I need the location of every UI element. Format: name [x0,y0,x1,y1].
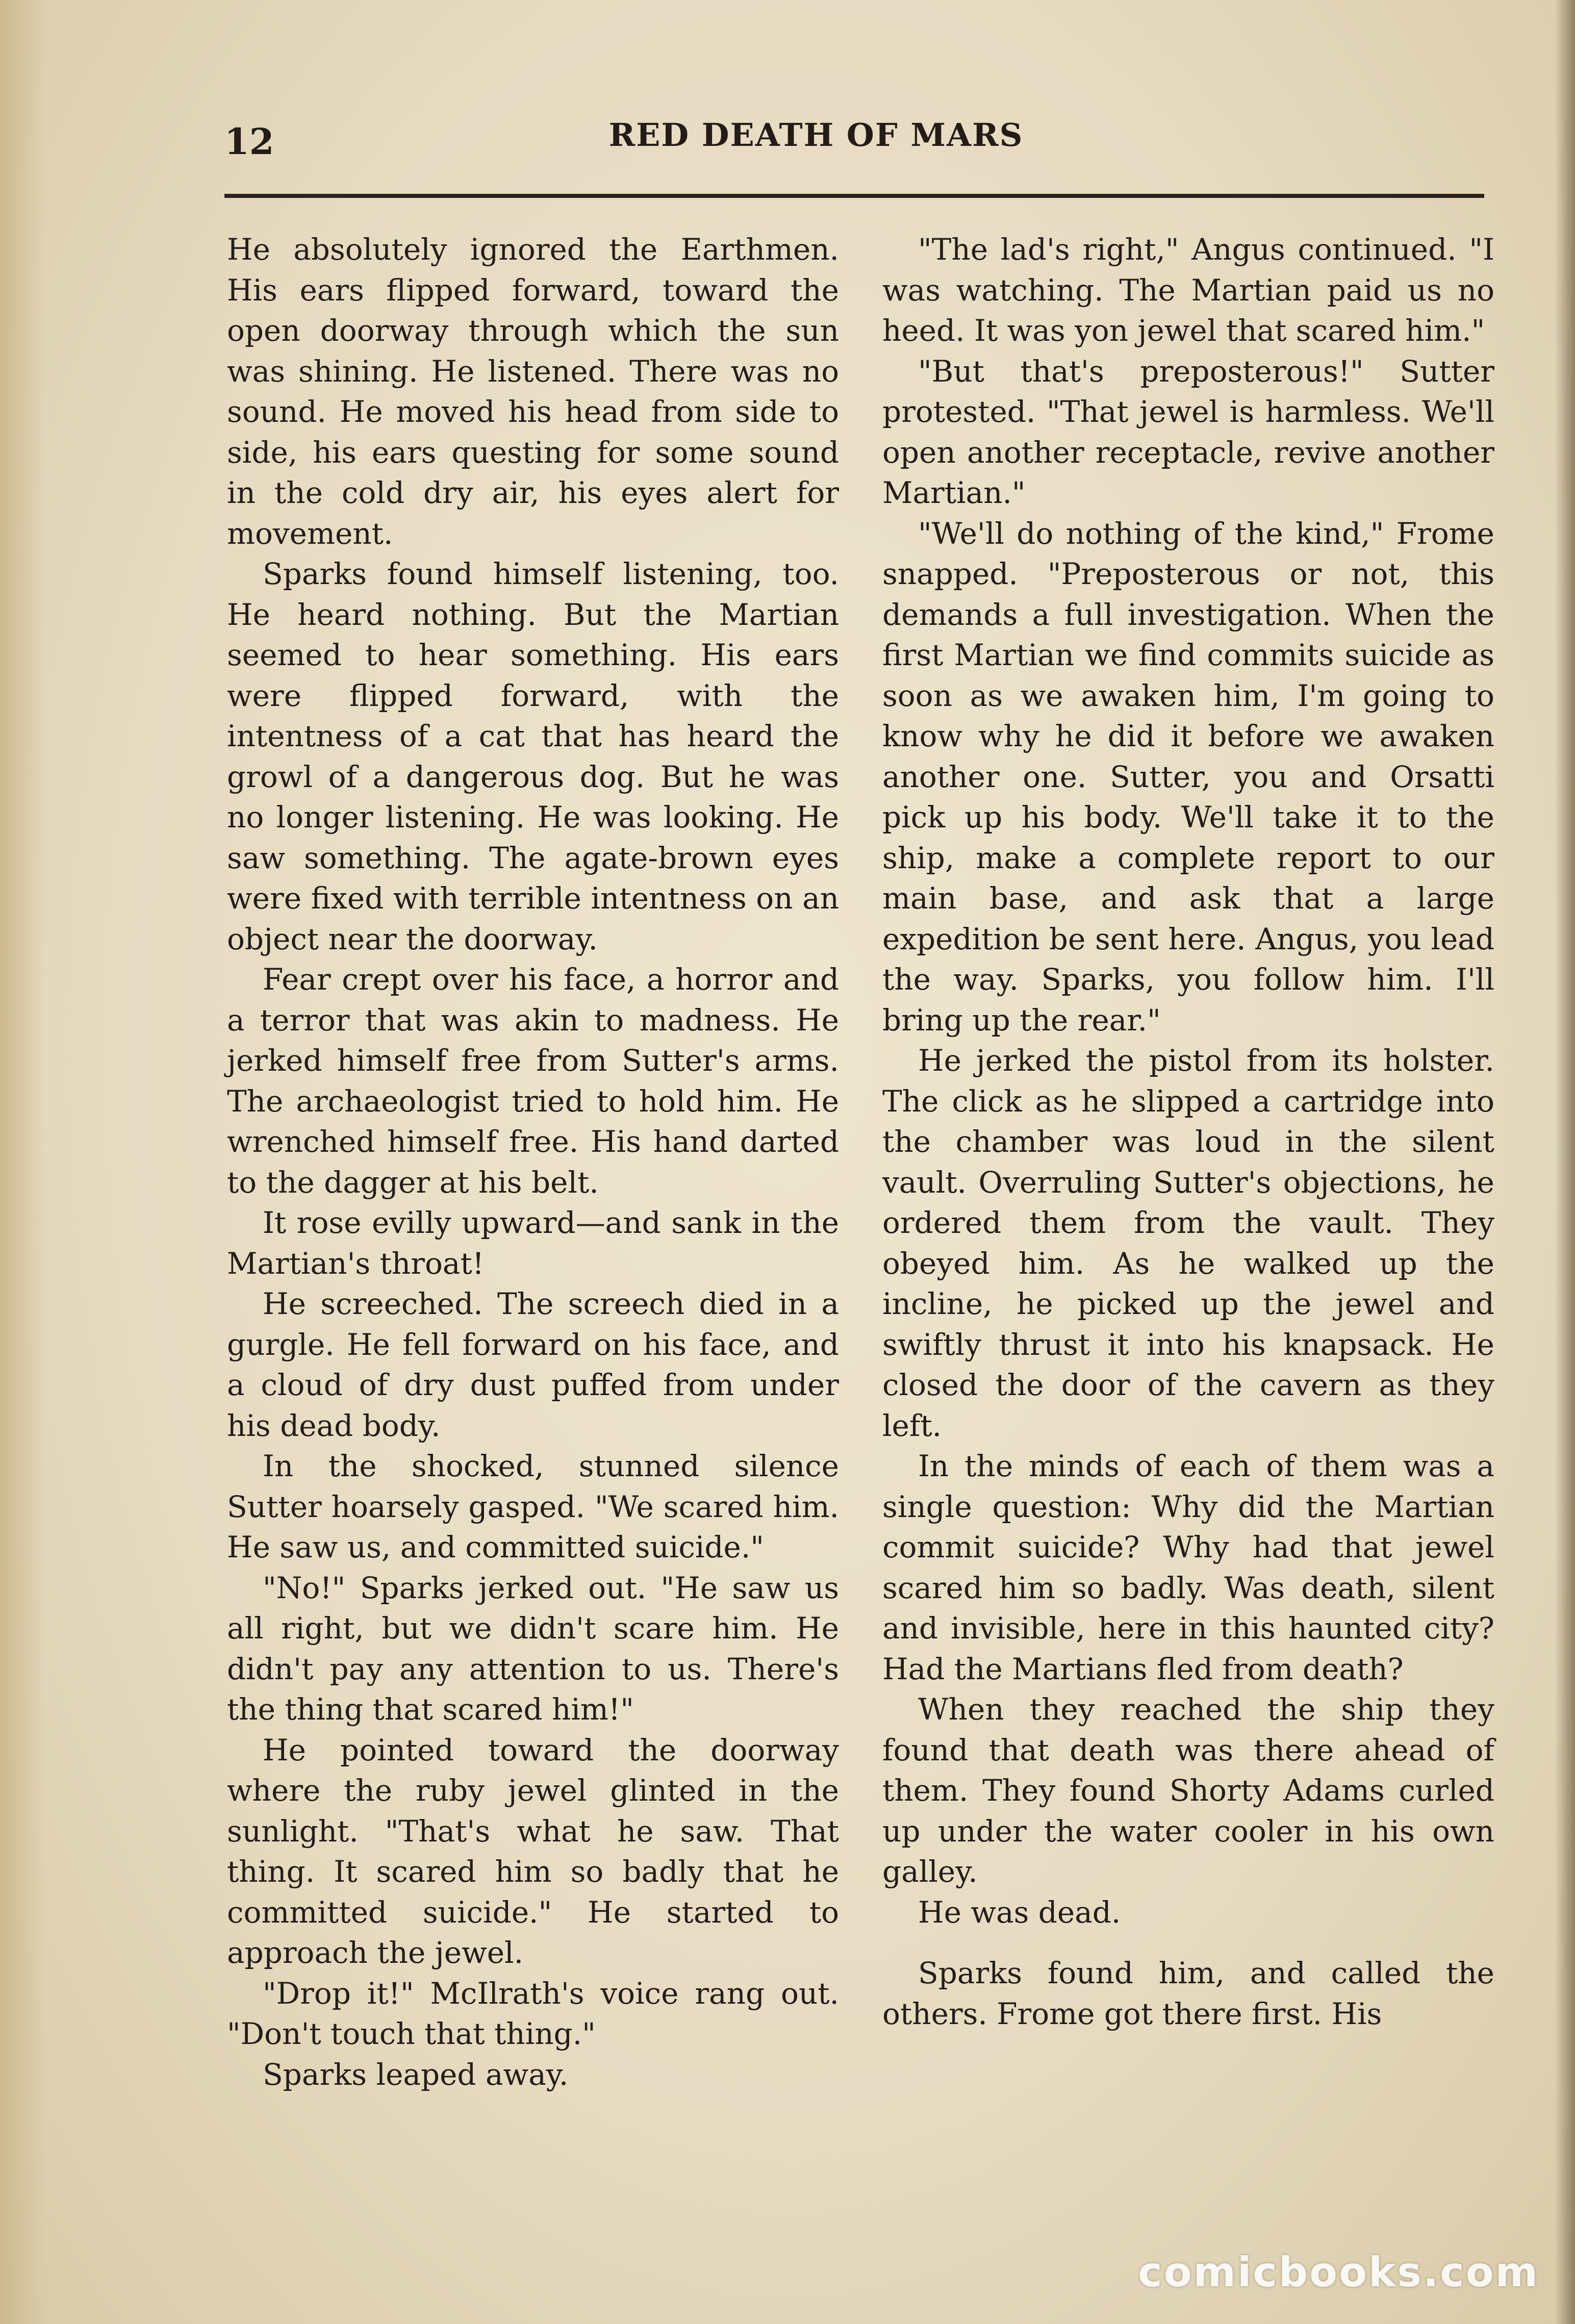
header-rule [224,194,1484,198]
paragraph: It rose evilly upward—and sank in the Martian's throat! [227,1205,839,1281]
paragraph: "Drop it!" McIlrath's voice rang out. "Don't touch that thing." [227,1976,839,2051]
paragraph: In the shocked, stunned silence Sutter hoarsely gasped. "We scared him. He saw us, and committed suicide." [227,1449,839,1564]
paragraph: When they reached the ship they found that death was there ahead of them. They found Shorty Adams curled up under the water cooler in his own galley. [882,1692,1494,1889]
paragraph: In the minds of each of them was a single question: Why did the Martian commit suicide? Why had that jewel scared him so badly. Was death, silent and invisible, here in this haunted city? Had the Martians fled from death? [882,1449,1494,1686]
paragraph: "But that's preposterous!" Sutter protested. "That jewel is harmless. We'll open another receptacle, revive another Martian." [882,353,1494,510]
right-column [882,230,1494,2034]
running-title: RED DEATH OF MARS [608,116,1024,154]
paragraph: He pointed toward the doorway where the ruby jewel glinted in the sunlight. "That's what he saw. That thing. It scared him so badly that he committed suicide." He started to approach the jewel. [227,1732,839,1970]
watermark: comicbooks.com [1138,2249,1539,2296]
page-edge-shadow-left [0,0,46,2324]
paragraph: "No!" Sparks jerked out. "He saw us all right, but we didn't scare him. He didn't pay any attention to us. There's the thing that scared him!" [227,1570,839,1727]
paragraph: Sparks leaped away. [263,2057,569,2092]
paragraph: "We'll do nothing of the kind," Frome snapped. "Preposterous or not, this demands a full investigation. When the first Martian we find commits suicide as soon as we awaken him, I'm going to know why he did it before we awaken another one. Sutter, you and Orsatti pick up his body. We'll take it to the ship, make a complete report to our main base, and ask that a large expedition be sent here. Angus, you lead the way. Sparks, you follow him. I'll bring up the rear." [882,516,1494,1038]
paragraph: Fear crept over his face, a horror and a terror that was akin to madness. He jerked himself free from Sutter's arms. The archaeologist tried to hold him. He wrenched himself free. His hand darted to the dagger at his belt. [227,962,839,1200]
page-number: 12 [224,120,274,163]
paragraph: He absolutely ignored the Earthmen. His ears flipped forward, toward the open doorway through which the sun was shining. He listened. There was no sound. He moved his head from side to side, his ears questing for some sound in the cold dry air, his eyes alert for movement. [227,232,839,551]
paragraph: He jerked the pistol from its holster. The click as he slipped a cartridge into the chamber was loud in the silent vault. Overruling Sutter's objections, he ordered them from the vault. They obeyed him. As he walked up the incline, he picked up the jewel and swiftly thrust it into his knapsack. He closed the door of the cavern as they left. [882,1043,1494,1443]
paragraph: Sparks found him, and called the others. Frome got there first. His [882,1956,1494,2031]
page-edge-shadow-right [1555,0,1575,2324]
paragraph: He screeched. The screech died in a gurgle. He fell forward on his face, and a cloud of dry dust puffed from under his dead body. [227,1286,839,1443]
paragraph: He was dead. [918,1894,1121,1930]
left-column [227,230,839,2095]
paragraph: Sparks found himself listening, too. He heard nothing. But the Martian seemed to hear something. His ears were flipped forward, with the intentness of a cat that has heard the growl of a dangerous dog. But he was no longer listening. He was looking. He saw something. The agate-brown eyes were fixed with terrible intentness on an object near the doorway. [227,557,839,956]
paragraph: "The lad's right," Angus continued. "I was watching. The Martian paid us no heed. It was yon jewel that scared him." [882,232,1494,348]
